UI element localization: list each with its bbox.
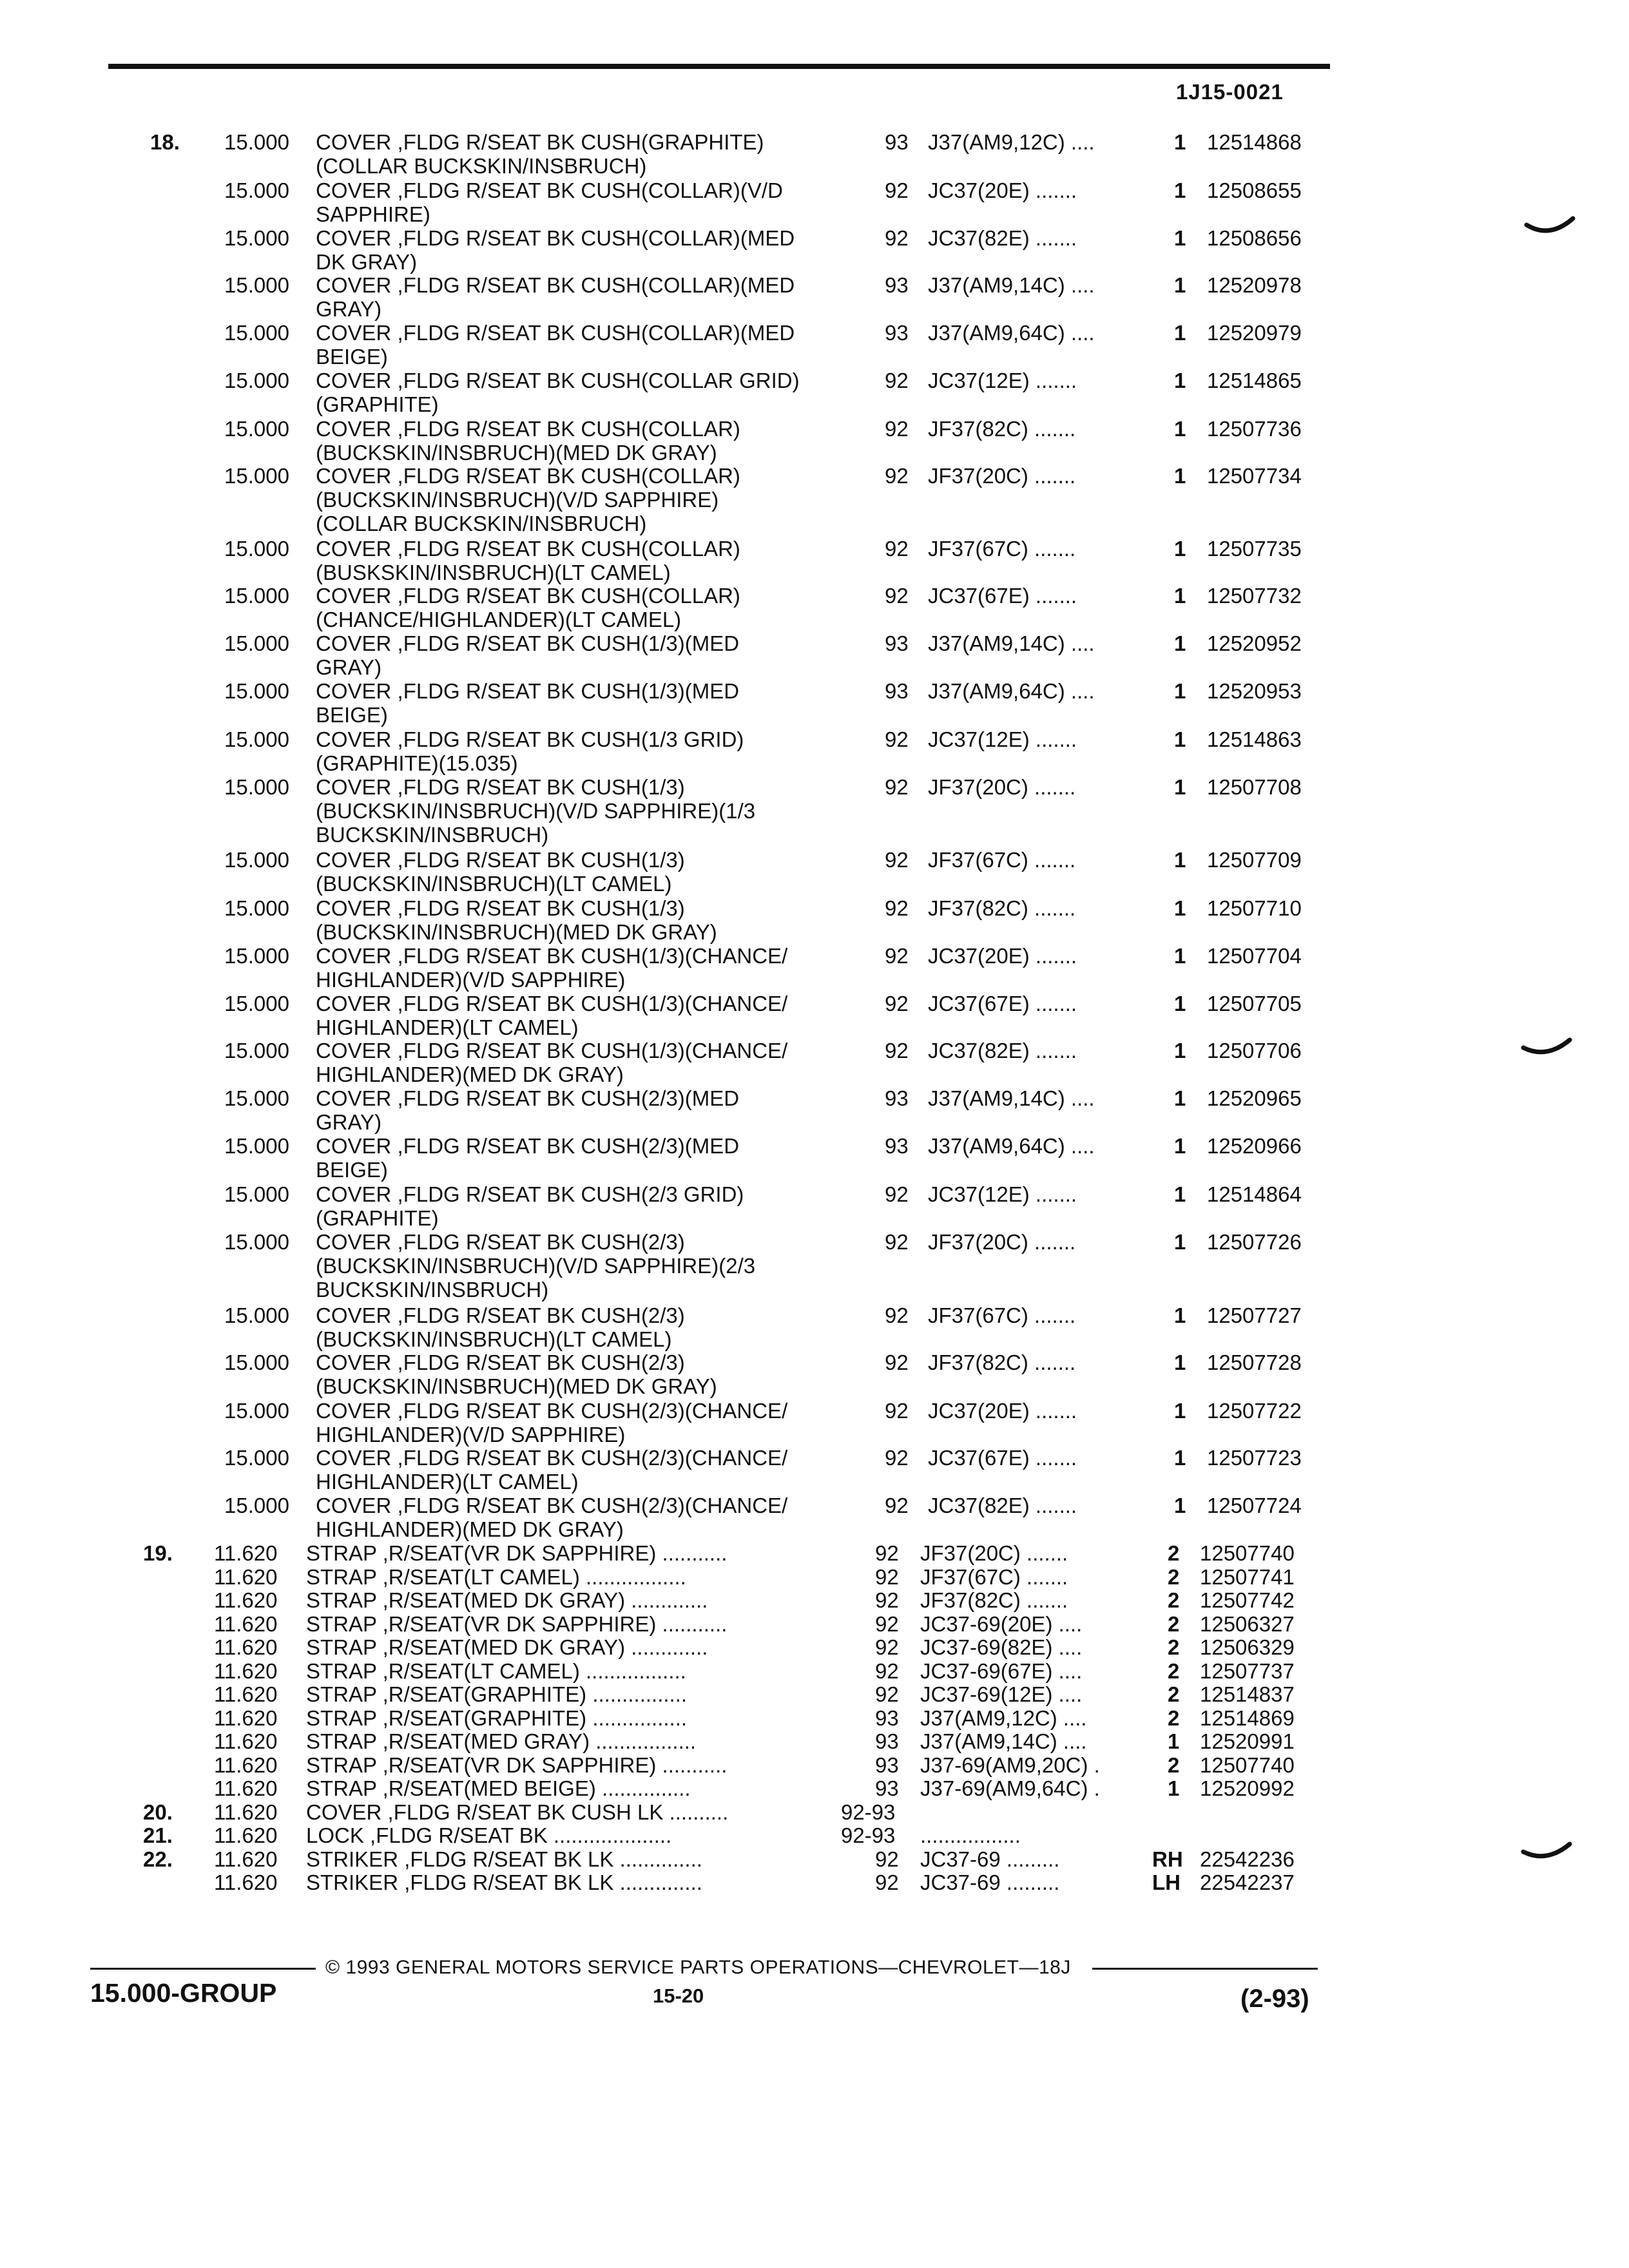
part-description: COVER ,FLDG R/SEAT BK CUSH(COLLAR)(MED DK GRAY) <box>316 226 795 274</box>
check-mark-icon <box>1521 1841 1572 1867</box>
group-number: 11.620 <box>214 1706 278 1730</box>
model-code: JC37-69(12E) .... <box>920 1682 1083 1706</box>
part-description: COVER ,FLDG R/SEAT BK CUSH(COLLAR)(MED BEIGE) <box>316 321 795 369</box>
quantity: 2 <box>1168 1565 1180 1589</box>
model-code: JF37(67C) ....... <box>928 1303 1076 1327</box>
part-number: 12520979 <box>1207 321 1302 345</box>
group-number: 15.000 <box>224 321 289 345</box>
model-year: 93 <box>875 1729 899 1753</box>
part-number: 12520952 <box>1207 631 1302 655</box>
quantity: 1 <box>1174 178 1186 202</box>
model-code: JF37(82C) ....... <box>920 1588 1068 1612</box>
model-year: 92 <box>885 1182 909 1206</box>
group-number: 15.000 <box>224 273 289 297</box>
part-description: STRAP ,R/SEAT(VR DK SAPPHIRE) ........... <box>306 1541 728 1565</box>
group-number: 11.620 <box>214 1588 278 1612</box>
model-year: 93 <box>875 1706 899 1730</box>
part-description: COVER ,FLDG R/SEAT BK CUSH(COLLAR)(V/D SAPPHIRE) <box>316 178 783 226</box>
model-code: JC37(12E) ....... <box>928 1182 1077 1206</box>
model-code: JC37(20E) ....... <box>928 1399 1077 1423</box>
model-year: 92-93 <box>841 1800 896 1824</box>
model-year: 92 <box>875 1541 899 1565</box>
group-number: 15.000 <box>224 775 289 799</box>
quantity: 2 <box>1168 1682 1180 1706</box>
part-number: 12507723 <box>1207 1446 1302 1470</box>
part-description: COVER ,FLDG R/SEAT BK CUSH(COLLAR) (BUCKSKIN/INSBRUCH)(MED DK GRAY) <box>316 417 740 465</box>
part-description: COVER ,FLDG R/SEAT BK CUSH(2/3) (BUCKSKIN/INSBRUCH)(V/D SAPPHIRE)(2/3 BUCKSKIN/INSBRUCH) <box>316 1230 756 1302</box>
model-year: 93 <box>885 273 909 297</box>
group-number: 15.000 <box>224 417 289 441</box>
group-number: 11.620 <box>214 1776 278 1800</box>
quantity: 1 <box>1174 992 1186 1015</box>
model-year: 92 <box>875 1612 899 1636</box>
quantity: 1 <box>1174 464 1186 488</box>
model-code: JF37(67C) ....... <box>928 848 1076 872</box>
part-number: 12507705 <box>1207 992 1302 1015</box>
quantity: 1 <box>1174 727 1186 751</box>
model-code: JC37-69(20E) .... <box>920 1612 1083 1636</box>
model-year: 92 <box>875 1565 899 1589</box>
model-year: 92 <box>885 1494 909 1517</box>
quantity: 1 <box>1174 1399 1186 1423</box>
quantity: 1 <box>1174 1086 1186 1110</box>
model-code: J37(AM9,12C) .... <box>928 130 1095 154</box>
group-number: 15.000 <box>224 178 289 202</box>
model-code: JC37(67E) ....... <box>928 992 1077 1015</box>
model-year: 92 <box>875 1682 899 1706</box>
ref-number: 20. <box>143 1800 173 1824</box>
model-year: 92 <box>885 896 909 920</box>
top-rule <box>108 64 1330 69</box>
quantity: 1 <box>1174 537 1186 561</box>
part-number: 12520991 <box>1200 1729 1295 1753</box>
model-year: 92 <box>885 1303 909 1327</box>
part-number: 12507706 <box>1207 1039 1302 1062</box>
part-number: 12506327 <box>1200 1612 1295 1636</box>
model-year: 92 <box>885 848 909 872</box>
part-description: COVER ,FLDG R/SEAT BK CUSH(2/3 GRID) (GRAPHITE) <box>316 1182 744 1230</box>
part-description: COVER ,FLDG R/SEAT BK CUSH(2/3)(CHANCE/ HIGHLANDER)(LT CAMEL) <box>316 1446 788 1494</box>
part-description: COVER ,FLDG R/SEAT BK CUSH(1/3) (BUCKSKIN/INSBRUCH)(LT CAMEL) <box>316 848 685 896</box>
part-number: 12507737 <box>1200 1659 1295 1683</box>
group-number: 15.000 <box>224 992 289 1015</box>
footer-page-number: 15-20 <box>653 1984 704 2007</box>
part-description: COVER ,FLDG R/SEAT BK CUSH(1/3)(MED GRAY) <box>316 631 740 679</box>
model-code: J37(AM9,14C) .... <box>928 1086 1095 1110</box>
part-description: COVER ,FLDG R/SEAT BK CUSH(2/3)(MED BEIGE) <box>316 1134 740 1182</box>
part-description: COVER ,FLDG R/SEAT BK CUSH(2/3) (BUCKSKIN/INSBRUCH)(MED DK GRAY) <box>316 1350 717 1398</box>
group-number: 15.000 <box>224 226 289 250</box>
model-year: 92 <box>875 1870 899 1894</box>
part-description: COVER ,FLDG R/SEAT BK CUSH(COLLAR) (BUSKSKIN/INSBRUCH)(LT CAMEL) <box>316 537 740 584</box>
part-number: 12514868 <box>1207 130 1302 154</box>
quantity: 1 <box>1174 848 1186 872</box>
part-description: COVER ,FLDG R/SEAT BK CUSH(1/3)(MED BEIGE) <box>316 679 740 727</box>
part-number: 12507704 <box>1207 944 1302 968</box>
quantity: 1 <box>1174 1182 1186 1206</box>
part-number: 12508656 <box>1207 226 1302 250</box>
group-number: 15.000 <box>224 1134 289 1158</box>
part-number: 12520953 <box>1207 679 1302 703</box>
part-number: 12507709 <box>1207 848 1302 872</box>
model-year: 92 <box>885 992 909 1015</box>
model-year: 92 <box>885 775 909 799</box>
model-code: JC37(12E) ....... <box>928 369 1077 392</box>
model-year: 92 <box>885 727 909 751</box>
group-number: 15.000 <box>224 1446 289 1470</box>
quantity: 2 <box>1168 1588 1180 1612</box>
group-number: 11.620 <box>214 1753 278 1777</box>
part-number: 12507710 <box>1207 896 1302 920</box>
part-description: COVER ,FLDG R/SEAT BK CUSH(GRAPHITE) (COLLAR BUCKSKIN/INSBRUCH) <box>316 130 764 178</box>
quantity: 1 <box>1174 1350 1186 1374</box>
group-number: 11.620 <box>214 1729 278 1753</box>
model-year: 93 <box>885 321 909 345</box>
quantity: 1 <box>1168 1729 1180 1753</box>
quantity: 1 <box>1174 1134 1186 1158</box>
quantity: 1 <box>1174 679 1186 703</box>
part-number: 12520992 <box>1200 1776 1295 1800</box>
model-code: JF37(82C) ....... <box>928 417 1076 441</box>
part-description: STRAP ,R/SEAT(VR DK SAPPHIRE) ........... <box>306 1612 728 1636</box>
part-number: 22542236 <box>1200 1847 1295 1871</box>
model-year: 92 <box>885 1446 909 1470</box>
part-number: 22542237 <box>1200 1870 1295 1894</box>
group-number: 11.620 <box>214 1635 278 1659</box>
model-code: J37(AM9,14C) .... <box>928 273 1095 297</box>
quantity: 1 <box>1174 1039 1186 1062</box>
model-year: 92 <box>885 1399 909 1423</box>
check-mark-icon <box>1524 216 1576 242</box>
part-number: 12514837 <box>1200 1682 1295 1706</box>
quantity: 1 <box>1174 1303 1186 1327</box>
part-number: 12507722 <box>1207 1399 1302 1423</box>
part-number: 12507726 <box>1207 1230 1302 1254</box>
part-number: 12507708 <box>1207 775 1302 799</box>
model-code: J37(AM9,64C) .... <box>928 679 1095 703</box>
group-number: 15.000 <box>224 369 289 392</box>
part-number: 12508655 <box>1207 178 1302 202</box>
group-number: 11.620 <box>214 1612 278 1636</box>
part-description: STRAP ,R/SEAT(LT CAMEL) ................. <box>306 1565 686 1589</box>
group-number: 15.000 <box>224 1303 289 1327</box>
part-number: 12507740 <box>1200 1541 1295 1565</box>
group-number: 11.620 <box>214 1659 278 1683</box>
part-number: 12507734 <box>1207 464 1302 488</box>
quantity: 2 <box>1168 1541 1180 1565</box>
model-year: 93 <box>875 1753 899 1777</box>
part-description: COVER ,FLDG R/SEAT BK CUSH(2/3)(MED GRAY) <box>316 1086 740 1134</box>
quantity: RH <box>1152 1847 1183 1871</box>
quantity: 1 <box>1174 1230 1186 1254</box>
model-code: JC37(20E) ....... <box>928 944 1077 968</box>
part-number: 12514869 <box>1200 1706 1295 1730</box>
model-year: 92 <box>885 1230 909 1254</box>
ref-number: 22. <box>143 1847 173 1871</box>
footer-date: (2-93) <box>1240 1984 1309 2013</box>
quantity: 1 <box>1174 130 1186 154</box>
part-number: 12507736 <box>1207 417 1302 441</box>
footer-group-label: 15.000-GROUP <box>90 1978 277 2008</box>
model-year: 93 <box>885 1134 909 1158</box>
quantity: 1 <box>1174 226 1186 250</box>
model-code: J37(AM9,14C) .... <box>928 631 1095 655</box>
quantity: 1 <box>1174 584 1186 608</box>
model-code: JC37(67E) ....... <box>928 1446 1077 1470</box>
part-number: 12507735 <box>1207 537 1302 561</box>
part-description: STRAP ,R/SEAT(VR DK SAPPHIRE) ........... <box>306 1753 728 1777</box>
check-mark-icon <box>1521 1037 1572 1063</box>
quantity: 1 <box>1174 369 1186 392</box>
model-code: JC37-69(67E) .... <box>920 1659 1083 1683</box>
part-number: 12520965 <box>1207 1086 1302 1110</box>
quantity: 1 <box>1174 273 1186 297</box>
part-description: COVER ,FLDG R/SEAT BK CUSH(1/3 GRID) (GRAPHITE)(15.035) <box>316 727 744 775</box>
part-number: 12507724 <box>1207 1494 1302 1517</box>
model-code: JC37(82E) ....... <box>928 1039 1077 1062</box>
group-number: 11.620 <box>214 1682 278 1706</box>
model-code: JF37(20C) ....... <box>928 1230 1076 1254</box>
group-number: 15.000 <box>224 944 289 968</box>
quantity: LH <box>1152 1870 1181 1894</box>
model-year: 93 <box>885 130 909 154</box>
quantity: 2 <box>1168 1659 1180 1683</box>
footer-rule-right <box>1092 1968 1318 1970</box>
group-number: 15.000 <box>224 1399 289 1423</box>
part-description: STRAP ,R/SEAT(MED DK GRAY) ............. <box>306 1635 708 1659</box>
quantity: 2 <box>1168 1753 1180 1777</box>
quantity: 1 <box>1174 321 1186 345</box>
model-year: 93 <box>885 631 909 655</box>
ref-number: 21. <box>143 1823 173 1847</box>
model-year: 92 <box>875 1847 899 1871</box>
quantity: 2 <box>1168 1635 1180 1659</box>
model-code: J37-69(AM9,64C) . <box>920 1776 1100 1800</box>
group-number: 11.620 <box>214 1800 278 1824</box>
model-year: 92 <box>885 226 909 250</box>
catalog-number: 1J15-0021 <box>1176 80 1284 104</box>
model-year: 92 <box>885 464 909 488</box>
part-description: STRAP ,R/SEAT(GRAPHITE) ................ <box>306 1682 688 1706</box>
group-number: 15.000 <box>224 130 289 154</box>
model-code: JC37-69 ......... <box>920 1847 1060 1871</box>
group-number: 15.000 <box>224 1182 289 1206</box>
part-description: STRIKER ,FLDG R/SEAT BK LK .............. <box>306 1870 702 1894</box>
model-code: JC37(12E) ....... <box>928 727 1077 751</box>
group-number: 15.000 <box>224 1039 289 1062</box>
model-code: J37-69(AM9,20C) . <box>920 1753 1100 1777</box>
part-description: STRAP ,R/SEAT(MED BEIGE) ............... <box>306 1776 691 1800</box>
model-code: ................. <box>920 1823 1021 1847</box>
model-code: JF37(67C) ....... <box>920 1565 1068 1589</box>
part-description: COVER ,FLDG R/SEAT BK CUSH(1/3)(CHANCE/ HIGHLANDER)(V/D SAPPHIRE) <box>316 944 788 992</box>
part-number: 12514864 <box>1207 1182 1302 1206</box>
ref-number: 19. <box>143 1541 173 1565</box>
model-year: 92 <box>875 1659 899 1683</box>
part-description: COVER ,FLDG R/SEAT BK CUSH(1/3) (BUCKSKIN/INSBRUCH)(V/D SAPPHIRE)(1/3 BUCKSKIN/INSBRUCH) <box>316 775 756 847</box>
group-number: 15.000 <box>224 631 289 655</box>
group-number: 11.620 <box>214 1565 278 1589</box>
group-number: 15.000 <box>224 1350 289 1374</box>
model-year: 92 <box>875 1635 899 1659</box>
model-year: 92 <box>885 369 909 392</box>
part-description: COVER ,FLDG R/SEAT BK CUSH(2/3) (BUCKSKIN/INSBRUCH)(LT CAMEL) <box>316 1303 685 1351</box>
footer-rule-left <box>90 1968 316 1970</box>
group-number: 11.620 <box>214 1847 278 1871</box>
model-code: JF37(82C) ....... <box>928 1350 1076 1374</box>
group-number: 15.000 <box>224 727 289 751</box>
part-description: STRAP ,R/SEAT(GRAPHITE) ................ <box>306 1706 688 1730</box>
part-description: STRAP ,R/SEAT(MED GRAY) ................. <box>306 1729 697 1753</box>
quantity: 1 <box>1174 1494 1186 1517</box>
quantity: 1 <box>1174 1446 1186 1470</box>
model-year: 93 <box>885 679 909 703</box>
group-number: 15.000 <box>224 1230 289 1254</box>
part-description: COVER ,FLDG R/SEAT BK CUSH(2/3)(CHANCE/ HIGHLANDER)(V/D SAPPHIRE) <box>316 1399 788 1446</box>
model-year: 92 <box>885 1350 909 1374</box>
group-number: 15.000 <box>224 679 289 703</box>
quantity: 1 <box>1174 775 1186 799</box>
model-year: 92-93 <box>841 1823 896 1847</box>
model-code: JC37(82E) ....... <box>928 226 1077 250</box>
group-number: 15.000 <box>224 848 289 872</box>
part-description: COVER ,FLDG R/SEAT BK CUSH(1/3)(CHANCE/ HIGHLANDER)(LT CAMEL) <box>316 992 788 1039</box>
footer-copyright: © 1993 GENERAL MOTORS SERVICE PARTS OPERATIONS—CHEVROLET—18J <box>325 1957 1071 1978</box>
model-code: JF37(20C) ....... <box>920 1541 1068 1565</box>
model-code: JF37(20C) ....... <box>928 464 1076 488</box>
part-description: COVER ,FLDG R/SEAT BK CUSH(COLLAR) (CHANCE/HIGHLANDER)(LT CAMEL) <box>316 584 740 631</box>
part-description: COVER ,FLDG R/SEAT BK CUSH(1/3) (BUCKSKIN/INSBRUCH)(MED DK GRAY) <box>316 896 717 944</box>
model-code: JC37(67E) ....... <box>928 584 1077 608</box>
model-code: JC37(20E) ....... <box>928 178 1077 202</box>
quantity: 1 <box>1168 1776 1180 1800</box>
quantity: 1 <box>1174 417 1186 441</box>
model-year: 93 <box>885 1086 909 1110</box>
model-year: 92 <box>885 417 909 441</box>
part-description: LOCK ,FLDG R/SEAT BK .................... <box>306 1823 672 1847</box>
group-number: 15.000 <box>224 537 289 561</box>
model-code: JF37(20C) ....... <box>928 775 1076 799</box>
model-code: JC37-69(82E) .... <box>920 1635 1083 1659</box>
group-number: 15.000 <box>224 1086 289 1110</box>
part-description: COVER ,FLDG R/SEAT BK CUSH(COLLAR GRID) (GRAPHITE) <box>316 369 800 416</box>
group-number: 15.000 <box>224 584 289 608</box>
model-code: J37(AM9,14C) .... <box>920 1729 1087 1753</box>
part-number: 12507732 <box>1207 584 1302 608</box>
model-year: 92 <box>885 178 909 202</box>
part-number: 12520966 <box>1207 1134 1302 1158</box>
quantity: 1 <box>1174 896 1186 920</box>
part-number: 12520978 <box>1207 273 1302 297</box>
model-code: JC37-69 ......... <box>920 1870 1060 1894</box>
model-code: J37(AM9,12C) .... <box>920 1706 1087 1730</box>
ref-number: 18. <box>150 130 180 154</box>
group-number: 15.000 <box>224 896 289 920</box>
group-number: 15.000 <box>224 464 289 488</box>
group-number: 11.620 <box>214 1541 278 1565</box>
model-year: 92 <box>885 537 909 561</box>
part-description: STRAP ,R/SEAT(LT CAMEL) ................. <box>306 1659 686 1683</box>
model-code: J37(AM9,64C) .... <box>928 1134 1095 1158</box>
part-number: 12507740 <box>1200 1753 1295 1777</box>
quantity: 2 <box>1168 1612 1180 1636</box>
model-code: JC37(82E) ....... <box>928 1494 1077 1517</box>
part-number: 12507728 <box>1207 1350 1302 1374</box>
part-description: COVER ,FLDG R/SEAT BK CUSH(2/3)(CHANCE/ HIGHLANDER)(MED DK GRAY) <box>316 1494 788 1541</box>
part-description: COVER ,FLDG R/SEAT BK CUSH LK .......... <box>306 1800 729 1824</box>
model-code: J37(AM9,64C) .... <box>928 321 1095 345</box>
model-code: JF37(82C) ....... <box>928 896 1076 920</box>
part-description: COVER ,FLDG R/SEAT BK CUSH(COLLAR) (BUCKSKIN/INSBRUCH)(V/D SAPPHIRE) (COLLAR BUCKSKIN/INSBRUCH) <box>316 464 740 535</box>
part-description: STRIKER ,FLDG R/SEAT BK LK .............. <box>306 1847 702 1871</box>
model-year: 92 <box>885 944 909 968</box>
model-year: 92 <box>885 584 909 608</box>
model-year: 93 <box>875 1776 899 1800</box>
group-number: 11.620 <box>214 1870 278 1894</box>
part-number: 12507742 <box>1200 1588 1295 1612</box>
model-year: 92 <box>875 1588 899 1612</box>
part-number: 12514863 <box>1207 727 1302 751</box>
part-description: STRAP ,R/SEAT(MED DK GRAY) ............. <box>306 1588 708 1612</box>
quantity: 1 <box>1174 631 1186 655</box>
model-code: JF37(67C) ....... <box>928 537 1076 561</box>
part-description: COVER ,FLDG R/SEAT BK CUSH(COLLAR)(MED GRAY) <box>316 273 795 321</box>
group-number: 11.620 <box>214 1823 278 1847</box>
part-number: 12507741 <box>1200 1565 1295 1589</box>
part-number: 12506329 <box>1200 1635 1295 1659</box>
part-number: 12514865 <box>1207 369 1302 392</box>
quantity: 1 <box>1174 944 1186 968</box>
quantity: 2 <box>1168 1706 1180 1730</box>
group-number: 15.000 <box>224 1494 289 1517</box>
part-description: COVER ,FLDG R/SEAT BK CUSH(1/3)(CHANCE/ HIGHLANDER)(MED DK GRAY) <box>316 1039 788 1086</box>
model-year: 92 <box>885 1039 909 1062</box>
part-number: 12507727 <box>1207 1303 1302 1327</box>
